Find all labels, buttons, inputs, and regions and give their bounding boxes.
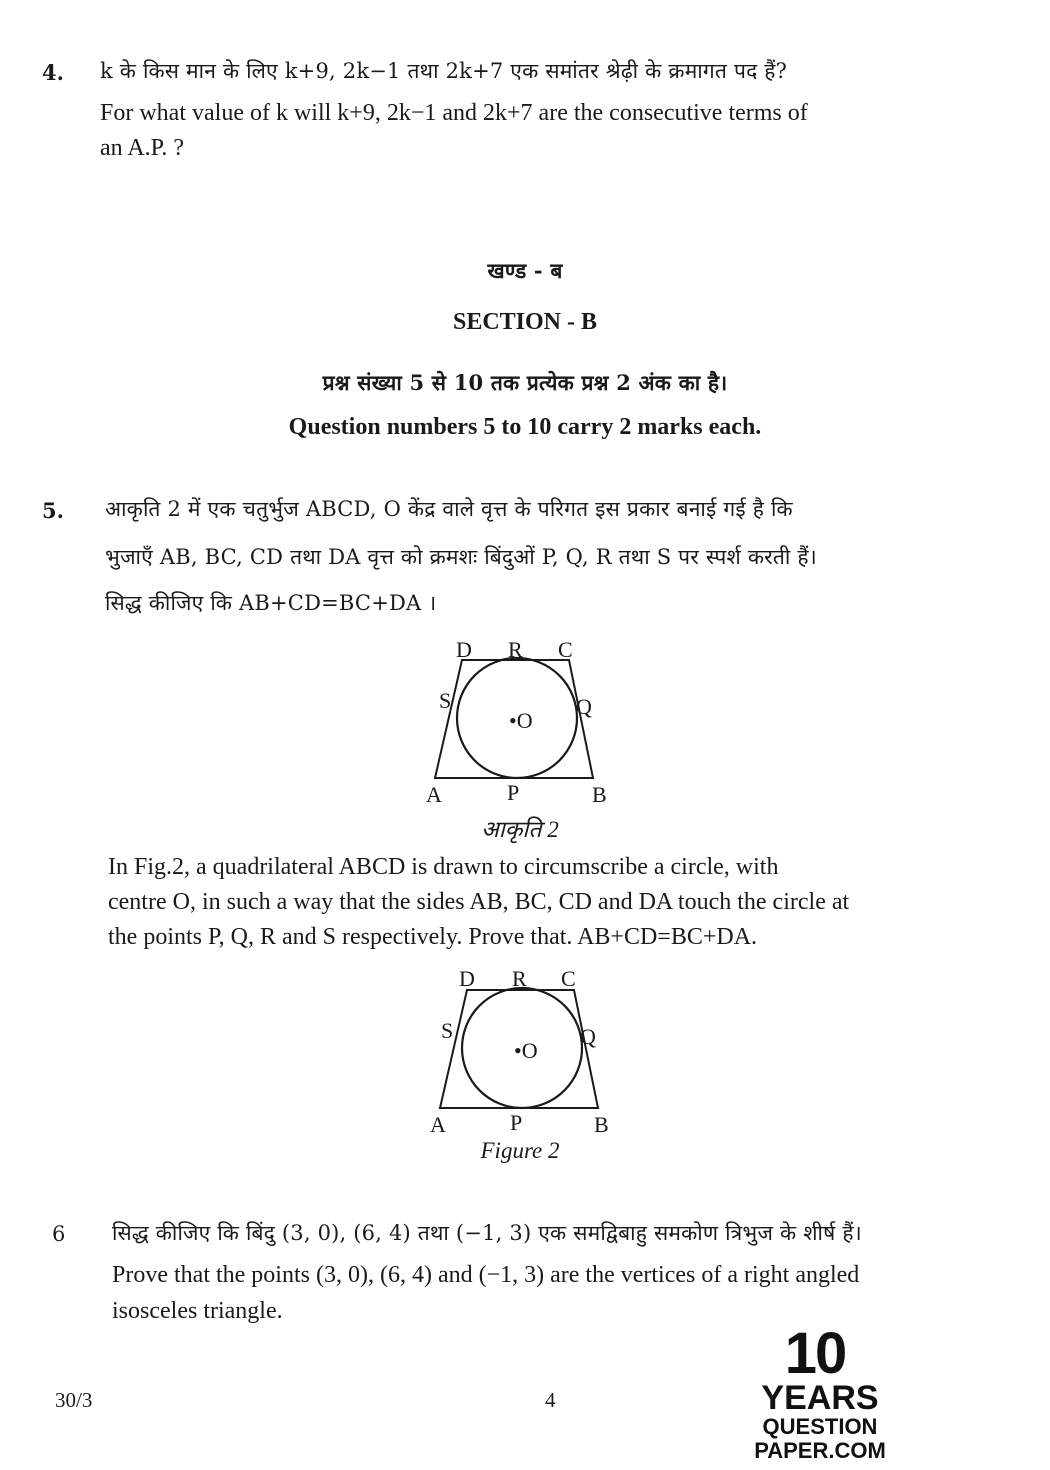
section-title-english: SECTION - B <box>452 309 598 335</box>
label-c: C <box>561 966 576 991</box>
q6-english-line-2: isosceles triangle. <box>112 1298 283 1324</box>
watermark-years: YEARS <box>761 1379 879 1417</box>
q6-english-line-1: Prove that the points (3, 0), (6, 4) and (−1, 3) are the vertices of a right angled <box>112 1262 860 1288</box>
q5-hindi-line-1: आकृति 2 में एक चतुर्भुज ABCD, O केंद्र वाले वृत्त के परिगत इस प्रकार बनाई गई है कि <box>105 497 793 521</box>
label-b: B <box>594 1112 609 1137</box>
label-o: •O <box>509 708 533 733</box>
label-a: A <box>426 782 442 807</box>
label-d: D <box>456 637 472 662</box>
paper-code: 30/3 <box>55 1388 93 1412</box>
question-number-5: 5. <box>42 498 64 523</box>
figure-caption-hindi: आकृति 2 <box>481 817 559 842</box>
q5-english-line-3: the points P, Q, R and S respectively. Prove that. AB+CD=BC+DA. <box>108 924 758 950</box>
label-o: •O <box>514 1038 538 1063</box>
label-d: D <box>459 966 475 991</box>
section-note-hindi: प्रश्न संख्या 5 से 10 तक प्रत्येक प्रश्न 2 अंक का है। <box>322 370 728 395</box>
label-p: P <box>507 780 520 805</box>
section-title-hindi: खण्ड - ब <box>487 258 563 283</box>
q5-hindi-line-3: सिद्ध कीजिए कि AB+CD=BC+DA । <box>105 591 437 615</box>
q5-english-line-2: centre O, in such a way that the sides AB, BC, CD and DA touch the circle at <box>108 889 850 915</box>
question-number-4: 4. <box>42 60 64 85</box>
label-q: Q <box>576 694 592 719</box>
label-a: A <box>430 1112 446 1137</box>
q4-hindi-text: k के किस मान के लिए k+9, 2k−1 तथा 2k+7 एक समांतर श्रेढ़ी के क्रमागत पद हैं? <box>100 59 788 83</box>
label-q: Q <box>580 1024 596 1049</box>
figure-2-english <box>420 960 630 1145</box>
figure-caption-english: Figure 2 <box>480 1138 560 1163</box>
page-number: 4 <box>545 1388 556 1412</box>
label-p: P <box>510 1110 523 1135</box>
watermark-ten: 10 <box>784 1321 846 1386</box>
label-r: R <box>512 966 527 991</box>
question-number-6: 6 <box>52 1222 66 1246</box>
label-c: C <box>558 637 573 662</box>
q5-hindi-line-2: भुजाएँ AB, BC, CD तथा DA वृत्त को क्रमशः बिंदुओं P, Q, R तथा S पर स्पर्श करती हैं। <box>105 545 817 569</box>
label-b: B <box>592 782 607 807</box>
section-note-english: Question numbers 5 to 10 carry 2 marks each. <box>288 414 762 440</box>
label-r: R <box>508 637 523 662</box>
q4-english-line-1: For what value of k will k+9, 2k−1 and 2k+7 are the consecutive terms of <box>100 100 808 126</box>
q5-english-line-1: In Fig.2, a quadrilateral ABCD is drawn to circumscribe a circle, with <box>108 854 779 880</box>
figure-2-hindi <box>415 630 625 815</box>
label-s: S <box>439 688 452 713</box>
q4-english-line-2: an A.P. ? <box>100 135 184 161</box>
q6-hindi-text: सिद्ध कीजिए कि बिंदु (3, 0), (6, 4) तथा (−1, 3) एक समद्विबाहु समकोण त्रिभुज के शीर्ष हैं। <box>112 1221 862 1245</box>
watermark-logo <box>700 1321 940 1463</box>
label-s: S <box>441 1018 454 1043</box>
watermark-site: QUESTION PAPER.COM <box>754 1414 886 1463</box>
